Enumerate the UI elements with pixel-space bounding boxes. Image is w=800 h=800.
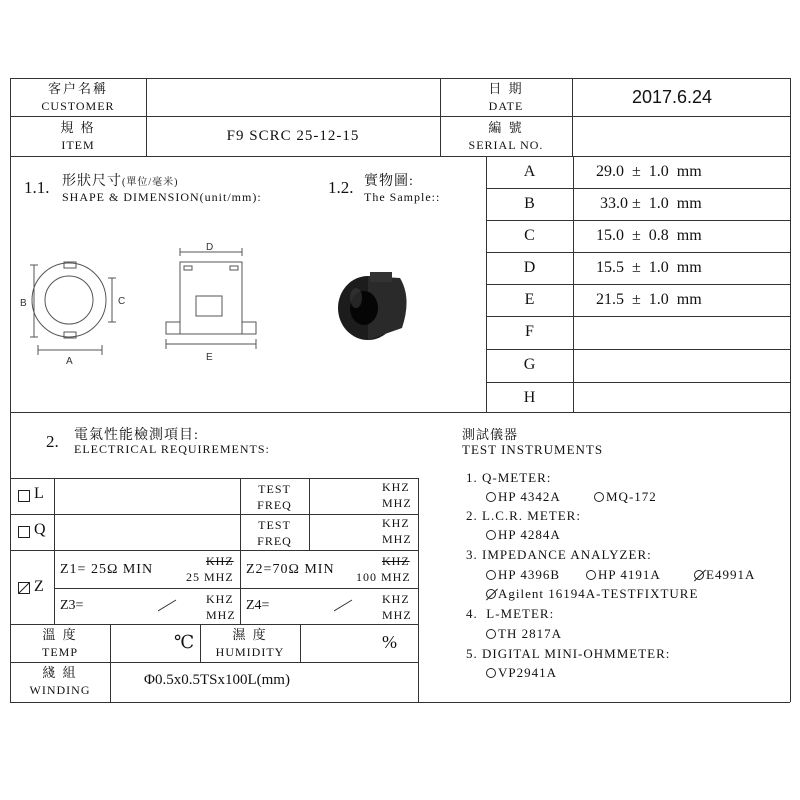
item-label-en: ITEM [61,138,95,152]
L-khz: KHZ [382,480,410,494]
z4-slash [334,598,354,612]
ring-front-view-drawing [14,240,144,370]
dimension-key: E [524,291,535,308]
Q-khz: KHZ [382,516,410,530]
dimension-row [486,252,800,284]
dimension-row [486,220,800,252]
imp-opt-hp4191a[interactable]: HP 4191A [586,567,661,583]
dimension-key: D [523,259,536,276]
sample-title-en: The Sample:: [364,190,441,204]
z2-freq: 100 MHZ [356,570,411,584]
sample-title-zh: 實物圖: [364,174,414,189]
instruments-title-zh: 測試儀器 [462,427,519,442]
Z-label: Z [34,578,44,595]
instruments-title-en: TEST INSTRUMENTS [462,442,604,457]
dimension-value: 29.0 ± 1.0 mm [596,163,702,180]
radio-checked-icon [694,570,704,580]
shape-unit-zh: (單位/毫米) [122,177,179,188]
dimension-row [486,349,800,381]
dimension-key: F [525,323,534,340]
L-label: L [34,485,44,502]
q-meter-opt-hp4342a[interactable]: HP 4342A [486,489,561,505]
dim-label-B: B [20,298,27,309]
dimension-row [486,156,800,188]
z2-khz-struck: KHZ [382,554,410,568]
electrical-title-zh: 電氣性能檢測項目: [74,428,199,443]
electrical-title-en: ELECTRICAL REQUIREMENTS: [74,442,270,456]
l-meter-opt-th2817a[interactable]: TH 2817A [486,626,562,642]
temp-unit: ℃ [174,632,195,652]
dimension-value: 21.5 ± 1.0 mm [596,291,702,308]
dimension-value: 33.0 ± 1.0 mm [596,195,702,212]
dim-label-A: A [66,356,73,367]
dimension-row [486,188,800,220]
item-label-zh: 規 格 [60,120,96,135]
q-meter-heading: 1. Q-METER: [466,470,552,485]
imp-opt-agilent16194a-selected[interactable]: Agilent 16194A-TESTFIXTURE [486,586,698,602]
L-freq-label: FREQ [257,498,292,512]
lcr-meter-heading: 2. L.C.R. METER: [466,508,581,523]
radio-icon [486,492,496,502]
z3-mhz: MHZ [206,608,236,622]
dimension-key: B [524,195,535,212]
z1-spec: Z1= 25Ω MIN [60,562,154,577]
Q-mhz: MHZ [382,532,412,546]
item-value: F9 SCRC 25-12-15 [226,128,360,144]
shape-section-number: 1.1. [24,178,50,197]
z4-khz: KHZ [382,592,410,606]
shape-title-zh: 形狀尺寸(單位/毫米) [62,174,179,189]
ring-side-view-drawing [156,240,266,370]
Z-checkbox-checked[interactable] [18,582,30,594]
z1-freq: 25 MHZ [186,570,234,584]
humidity-label-zh: 濕 度 [232,627,268,642]
serial-label-en: SERIAL NO. [468,138,544,152]
radio-icon [586,570,596,580]
checkmark-icon [18,582,30,594]
dimension-value: 15.0 ± 0.8 mm [596,227,702,244]
humidity-unit: % [382,632,397,652]
dimension-row [486,284,800,316]
z4-spec: Z4= [246,598,270,613]
date-label-en: DATE [488,99,524,113]
temp-label-zh: 溫 度 [42,627,78,642]
z4-mhz: MHZ [382,608,412,622]
dimension-key: A [523,163,536,180]
dimension-row [486,316,800,348]
dimension-key: C [524,227,535,244]
radio-icon [486,629,496,639]
Q-checkbox[interactable] [18,526,30,538]
dim-label-E: E [206,352,213,363]
temp-label-en: TEMP [41,645,78,659]
dimension-row [486,382,800,414]
Q-freq-label: FREQ [257,534,292,548]
z2-spec: Z2=70Ω MIN [246,562,335,577]
ohmmeter-opt-vp2941a[interactable]: VP2941A [486,665,557,681]
z3-slash [158,598,178,612]
Q-label: Q [34,521,46,538]
radio-icon [486,668,496,678]
winding-value: Φ0.5x0.5TSx100L(mm) [144,672,290,688]
l-meter-heading: 4. L-METER: [466,606,555,621]
serial-label-zh: 編 號 [488,120,524,135]
radio-icon [486,570,496,580]
radio-checked-icon [486,589,496,599]
dimension-key: H [523,389,536,406]
lcr-opt-hp4284a[interactable]: HP 4284A [486,527,561,543]
customer-label-en: CUSTOMER [41,99,115,113]
ohmmeter-heading: 5. DIGITAL MINI-OHMMETER: [466,646,671,661]
z3-spec: Z3= [60,598,84,613]
Q-test-label: TEST [258,518,291,532]
L-test-label: TEST [258,482,291,496]
q-meter-opt-mq172[interactable]: MQ-172 [594,489,657,505]
L-checkbox[interactable] [18,490,30,502]
electrical-section-number: 2. [46,432,59,451]
radio-icon [594,492,604,502]
dimension-key: G [523,356,536,373]
winding-label-zh: 綫 組 [42,665,78,680]
dim-label-D: D [206,242,214,253]
imp-opt-hp4396b[interactable]: HP 4396B [486,567,560,583]
shape-title-en: SHAPE & DIMENSION(unit/mm): [62,190,262,204]
z1-khz-struck: KHZ [206,554,234,568]
z3-khz: KHZ [206,592,234,606]
winding-label-en: WINDING [29,683,91,697]
date-value: 2017.6.24 [631,87,713,107]
imp-opt-e4991a-selected[interactable]: E4991A [694,567,755,583]
impedance-heading: 3. IMPEDANCE ANALYZER: [466,547,652,562]
sample-section-number: 1.2. [328,178,354,197]
dim-label-C: C [118,296,126,307]
customer-label-zh: 客户名稱 [47,81,108,96]
sample-photo [330,258,420,348]
date-label-zh: 日 期 [488,81,524,96]
radio-icon [486,530,496,540]
L-mhz: MHZ [382,496,412,510]
humidity-label-en: HUMIDITY [215,645,285,659]
dimension-value: 15.5 ± 1.0 mm [596,259,702,276]
